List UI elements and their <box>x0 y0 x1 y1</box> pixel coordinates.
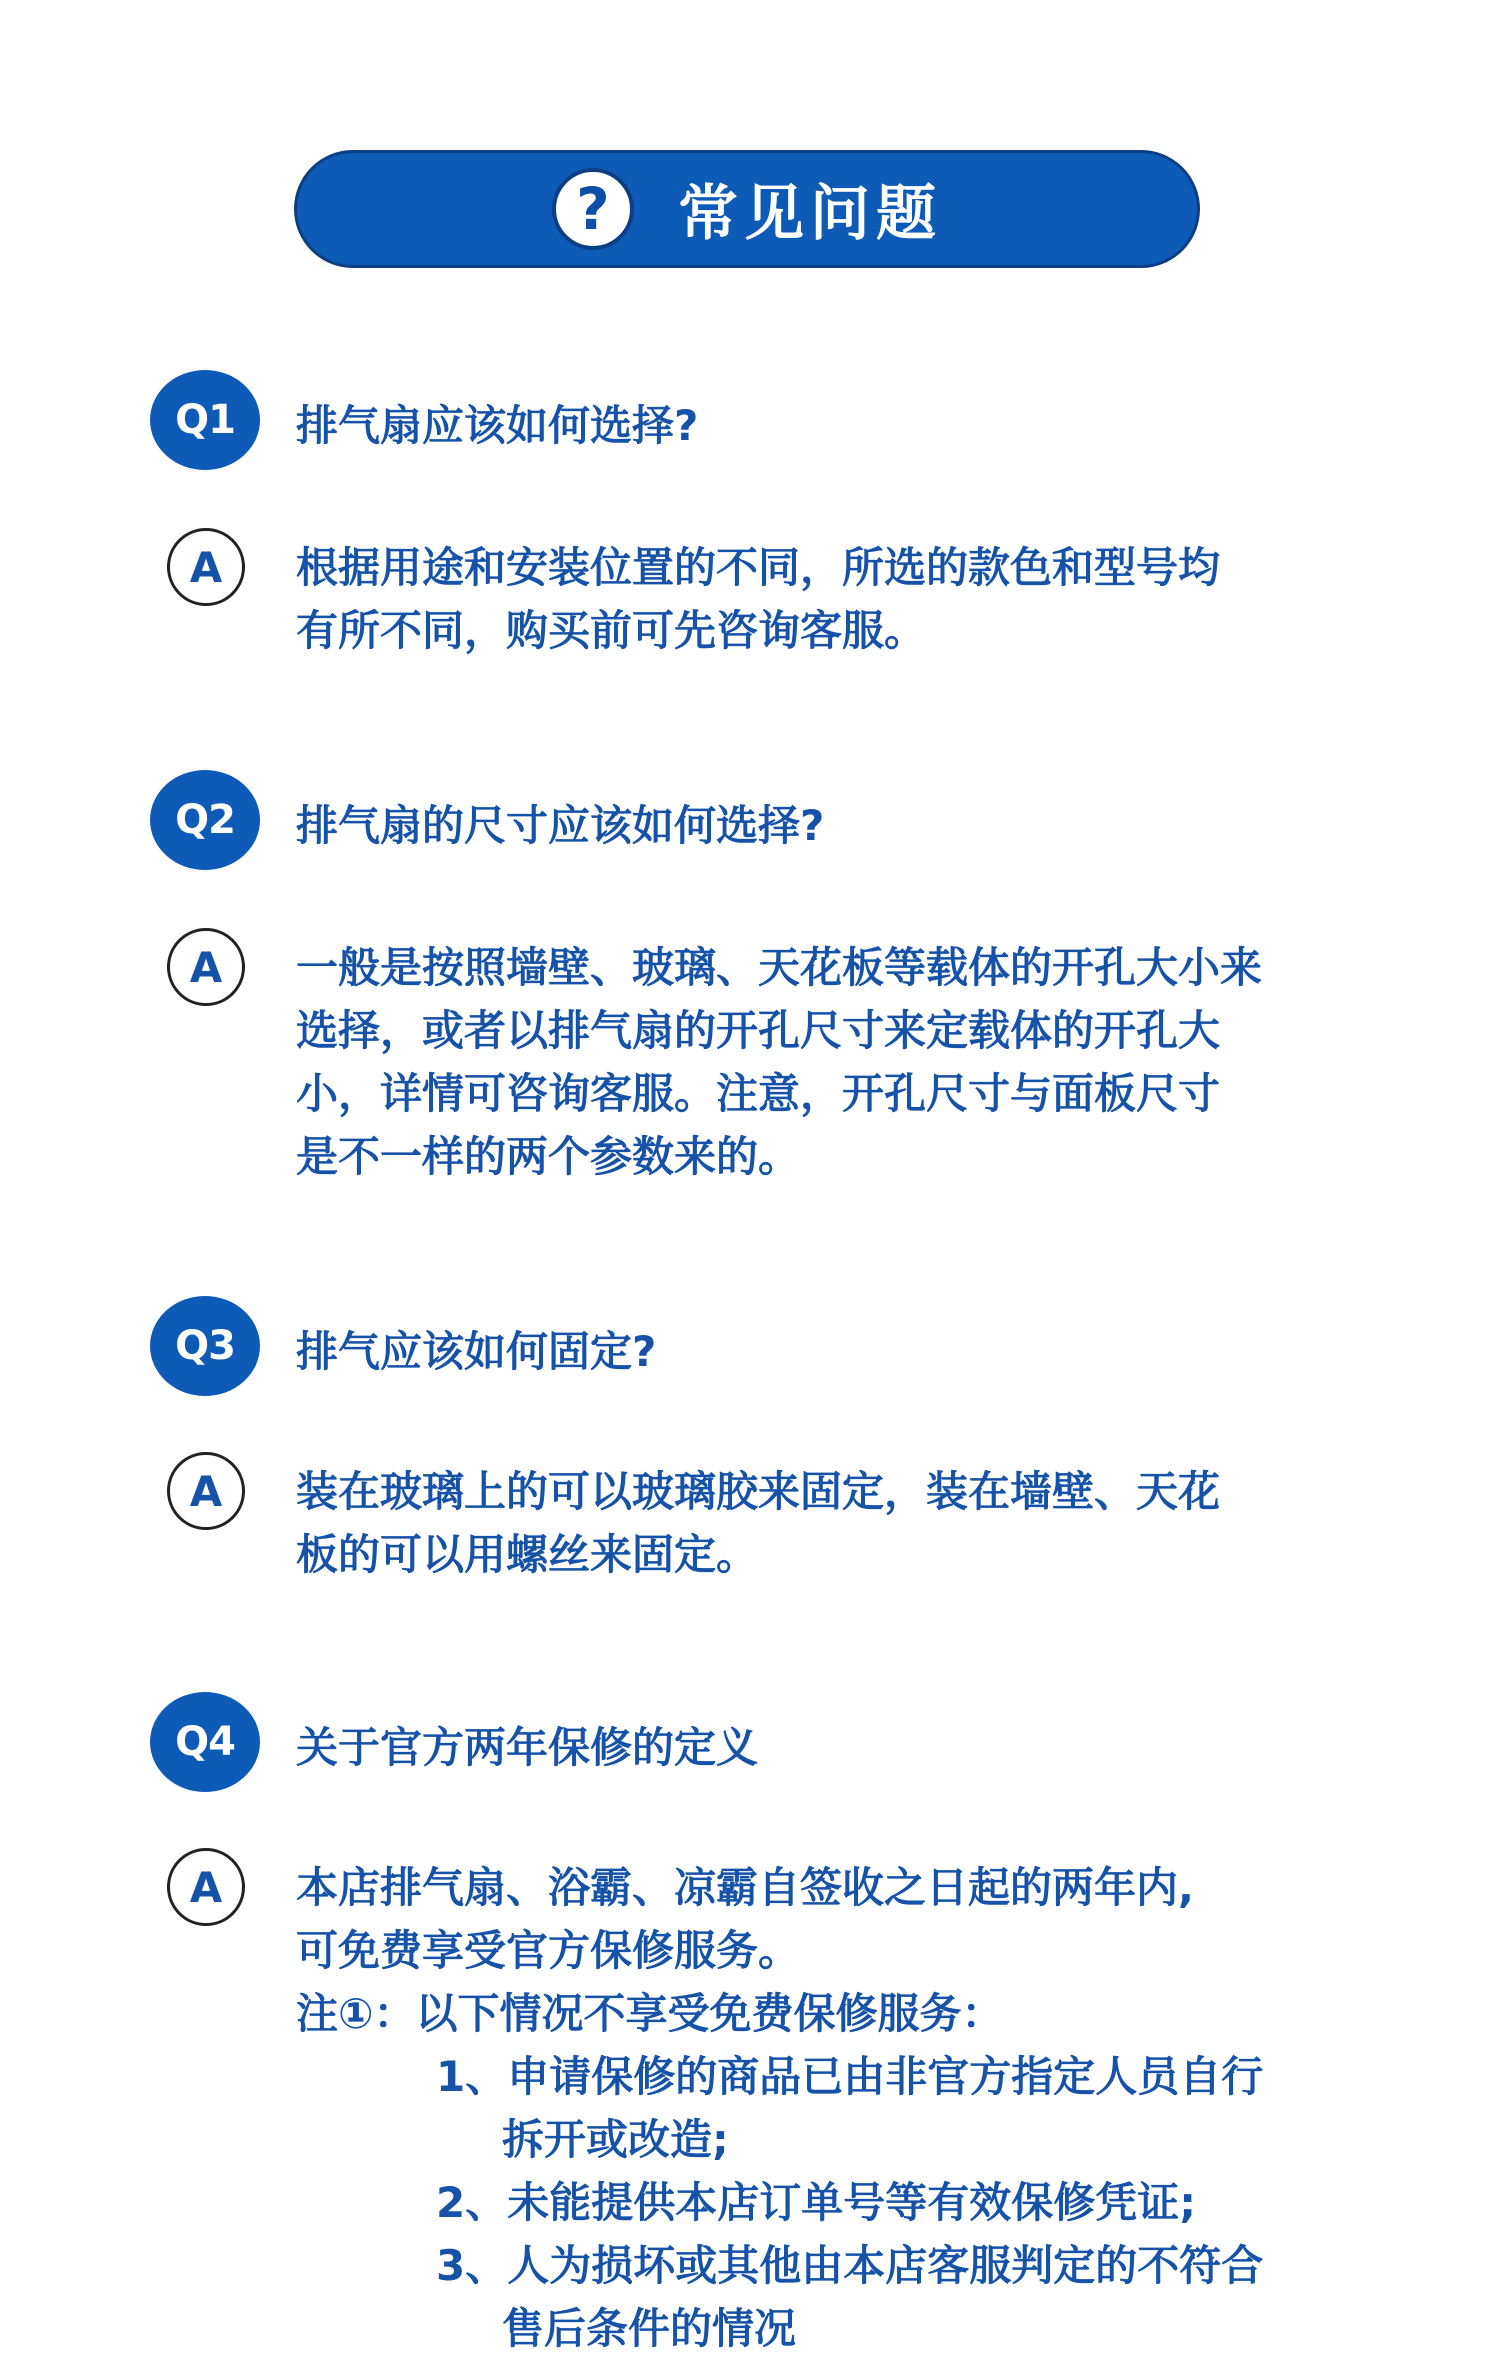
answer-2-line: 是不一样的两个参数来的。 <box>296 1132 801 1181</box>
question-mark-icon: ? <box>552 168 634 250</box>
answer-3 <box>296 1460 1220 1586</box>
q2-badge: Q2 <box>150 770 260 870</box>
answer-1-badge: A <box>167 528 245 606</box>
question-3: 排气应该如何固定? <box>296 1327 657 1376</box>
answer-2-line: 一般是按照墙壁、玻璃、天花板等载体的开孔大小来 <box>296 943 1263 992</box>
q3-badge: Q3 <box>150 1296 260 1396</box>
answer-4-note-item-continued: 售后条件的情况 <box>502 2304 797 2353</box>
answer-4 <box>296 1856 1263 2360</box>
answer-3-line: 板的可以用螺丝来固定。 <box>296 1530 759 1579</box>
answer-2-line: 选择，或者以排气扇的开孔尺寸来定载体的开孔大 <box>296 1006 1221 1055</box>
answer-4-note-item-continued: 拆开或改造; <box>502 2115 729 2164</box>
answer-4-note-item: 1、申请保修的商品已由非官方指定人员自行 <box>436 2052 1264 2101</box>
answer-1-line: 有所不同，购买前可先咨询客服。 <box>296 606 927 655</box>
question-2: 排气扇的尺寸应该如何选择? <box>296 801 825 850</box>
answer-3-badge: A <box>167 1452 245 1530</box>
answer-3-line: 装在玻璃上的可以玻璃胶来固定，装在墙壁、天花 <box>296 1467 1221 1516</box>
faq-header-banner <box>294 150 1200 268</box>
answer-4-line: 本店排气扇、浴霸、凉霸自签收之日起的两年内, <box>296 1863 1194 1912</box>
answer-2-line: 小，详情可咨询客服。注意，开孔尺寸与面板尺寸 <box>296 1069 1221 1118</box>
answer-4-line: 可免费享受官方保修服务。 <box>296 1926 801 1975</box>
question-1: 排气扇应该如何选择? <box>296 401 699 450</box>
answer-4-badge: A <box>167 1848 245 1926</box>
q4-badge: Q4 <box>150 1692 260 1792</box>
page-title: 常见问题 <box>678 179 942 249</box>
q1-badge: Q1 <box>150 370 260 470</box>
answer-2-badge: A <box>167 928 245 1006</box>
answer-4-note-item: 2、未能提供本店订单号等有效保修凭证; <box>436 2178 1197 2227</box>
answer-4-note-item: 3、人为损坏或其他由本店客服判定的不符合 <box>436 2241 1264 2290</box>
answer-1-line: 根据用途和安装位置的不同，所选的款色和型号均 <box>296 543 1221 592</box>
answer-1 <box>296 536 1220 662</box>
answer-2 <box>296 936 1262 1188</box>
answer-4-note-heading: 注①：以下情况不享受免费保修服务： <box>296 1989 1004 2038</box>
question-4: 关于官方两年保修的定义 <box>296 1723 759 1772</box>
